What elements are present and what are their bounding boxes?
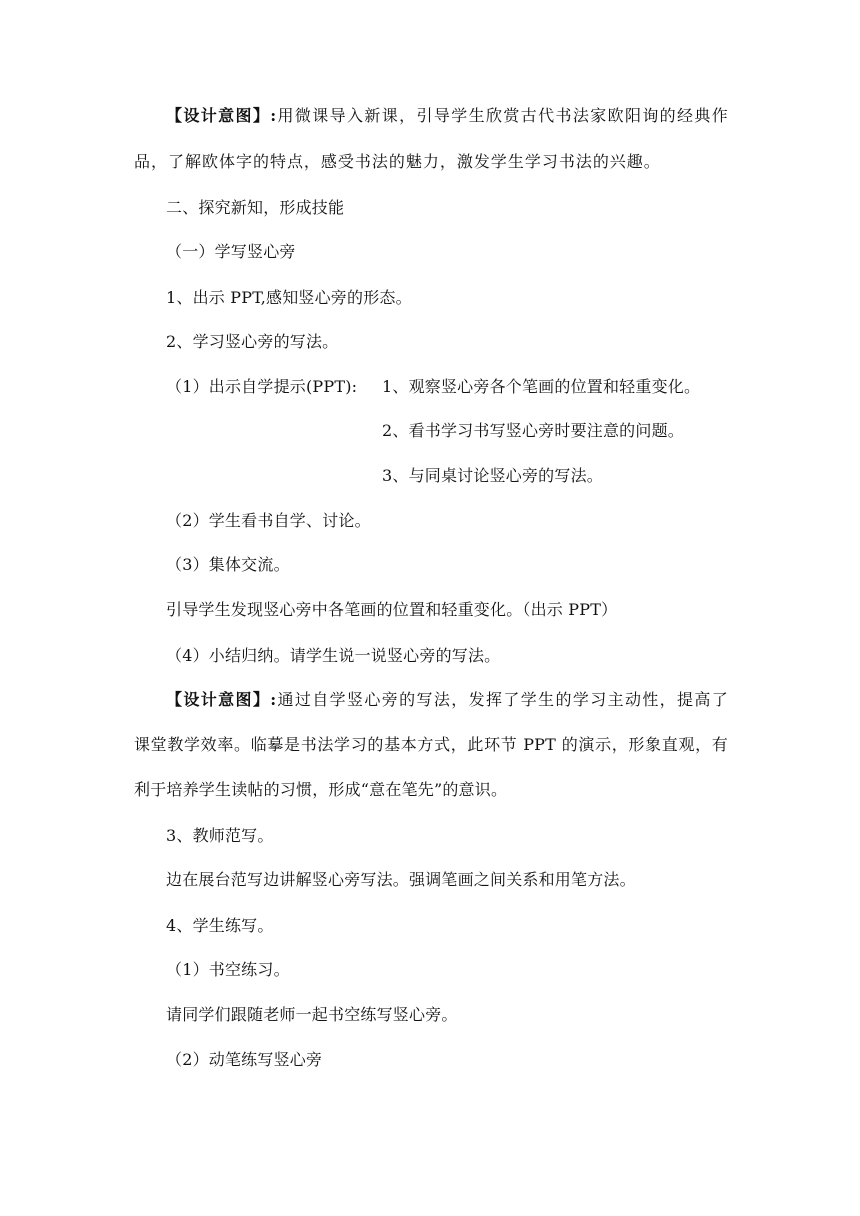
section-heading: 二、探究新知，形成技能 (166, 198, 345, 217)
design-intent-1-line-1 (166, 106, 728, 126)
practice-1: （1）书空练习。 (166, 960, 290, 979)
design-intent-2-line-1 (166, 690, 728, 710)
practice-2: （2）动笔练写竖心旁 (166, 1050, 323, 1069)
step-3: 3、教师范写。 (166, 826, 274, 845)
practice-1-detail: 请同学们跟随老师一起书空练写竖心旁。 (166, 1005, 458, 1024)
self-study-item: 3、与同桌讨论竖心旁的写法。 (382, 466, 603, 485)
guide-paragraph: 引导学生发现竖心旁中各笔画的位置和轻重变化。（出示 PPT） (166, 600, 618, 619)
step-4: 4、学生练写。 (166, 916, 274, 935)
design-intent-label: 【设计意图】: (166, 690, 277, 709)
design-intent-text: 通过自学竖心旁的写法，发挥了学生的学习主动性，提高了 (276, 690, 729, 709)
step-1: 1、出示 PPT,感知竖心旁的形态。 (166, 288, 412, 307)
design-intent-2-line-3: 利于培养学生读帖的习惯，形成“意在笔先”的意识。 (134, 780, 508, 799)
sub-step-2: （2）学生看书自学、讨论。 (166, 511, 371, 530)
self-study-prompt: （1）出示自学提示(PPT): (166, 377, 358, 396)
design-intent-text: 用微课导入新课，引导学生欣赏古代书法家欧阳询的经典作 (276, 106, 729, 125)
self-study-item: 1、观察竖心旁各个笔画的位置和轻重变化。 (382, 377, 701, 396)
design-intent-1-line-2: 品，了解欧体字的特点，感受书法的魅力，激发学生学习书法的兴趣。 (134, 152, 660, 171)
step-3-detail: 边在展台范写边讲解竖心旁写法。强调笔画之间关系和用笔方法。 (166, 870, 636, 889)
subsection-heading: （一）学写竖心旁 (166, 242, 296, 261)
sub-step-3: （3）集体交流。 (166, 555, 290, 574)
design-intent-2-line-2: 课堂教学效率。临摹是书法学习的基本方式，此环节 PPT 的演示，形象直观，有 (134, 735, 728, 754)
step-2: 2、学习竖心旁的写法。 (166, 332, 339, 351)
design-intent-label: 【设计意图】: (166, 106, 277, 125)
self-study-item: 2、看书学习书写竖心旁时要注意的问题。 (382, 421, 684, 440)
sub-step-4: （4）小结归纳。请学生说一说竖心旁的写法。 (166, 646, 501, 665)
